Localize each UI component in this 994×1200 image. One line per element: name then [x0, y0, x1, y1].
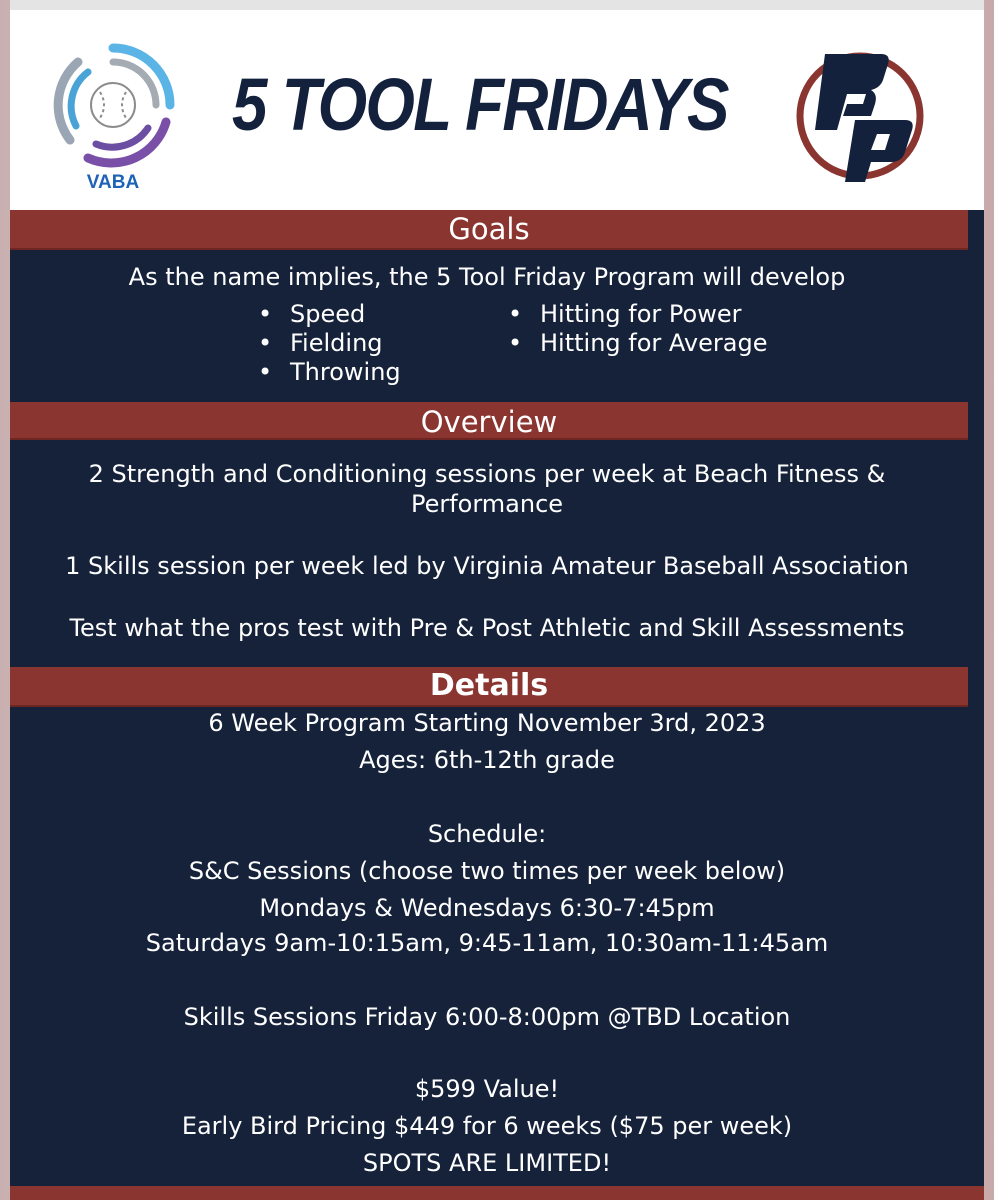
list-item-label: Hitting for Power [540, 300, 742, 328]
flyer [10, 0, 984, 1200]
list-item [508, 329, 767, 358]
bottom-bar [10, 1186, 984, 1200]
list-item-label: Throwing [290, 358, 401, 386]
goals-intro: As the name implies, the 5 Tool Friday Program will develop [128, 263, 846, 291]
list-item [258, 358, 401, 387]
overview-line-2: 1 Skills session per week led by Virginia Amateur Baseball Association [65, 552, 909, 580]
overview-line-3: Test what the pros test with Pre & Post Athletic and Skill Assessments [69, 614, 905, 642]
bullet-icon: • [508, 329, 523, 357]
list-item-label: Speed [290, 300, 366, 328]
bfp-logo [785, 44, 935, 184]
page-title: 5 TOOL FRIDAYS [232, 63, 728, 146]
goals-heading: Goals [10, 210, 968, 248]
list-item-label: Fielding [290, 329, 383, 357]
overview-line-1b: Performance [410, 490, 564, 518]
list-item-label: Hitting for Average [540, 329, 768, 357]
vaba-swirl-icon [48, 40, 178, 170]
bullet-icon: • [258, 358, 273, 386]
details-program: 6 Week Program Starting November 3rd, 2023 [208, 709, 766, 737]
details-sc-sessions: S&C Sessions (choose two times per week below) [188, 857, 786, 885]
details-skills: Skills Sessions Friday 6:00-8:00pm @TBD Location [183, 1003, 791, 1031]
details-limited: SPOTS ARE LIMITED! [362, 1149, 612, 1177]
bfp-monogram-icon [785, 44, 935, 184]
details-weekday-times: Mondays & Wednesdays 6:30-7:45pm [259, 894, 715, 922]
details-heading: Details [10, 667, 968, 705]
header-topline [10, 0, 984, 10]
goals-list-right [508, 300, 767, 358]
bullet-icon: • [508, 300, 523, 328]
vaba-logo-text: VABA [86, 172, 140, 193]
vaba-logo [48, 40, 178, 195]
overview-line-1a: 2 Strength and Conditioning sessions per week at Beach Fitness & [88, 460, 886, 488]
details-value: $599 Value! [414, 1075, 560, 1103]
details-saturday-times: Saturdays 9am-10:15am, 9:45-11am, 10:30am-11:45am [145, 929, 829, 957]
details-ages: Ages: 6th-12th grade [359, 746, 615, 774]
details-early-bird: Early Bird Pricing $449 for 6 weeks ($75 per week) [181, 1112, 793, 1140]
list-item [258, 329, 401, 358]
header [10, 0, 984, 210]
overview-heading: Overview [10, 402, 968, 438]
bullet-icon: • [258, 300, 273, 328]
bullet-icon: • [258, 329, 273, 357]
list-item [258, 300, 401, 329]
goals-list-left [258, 300, 401, 387]
list-item [508, 300, 767, 329]
details-schedule-label: Schedule: [427, 820, 547, 848]
